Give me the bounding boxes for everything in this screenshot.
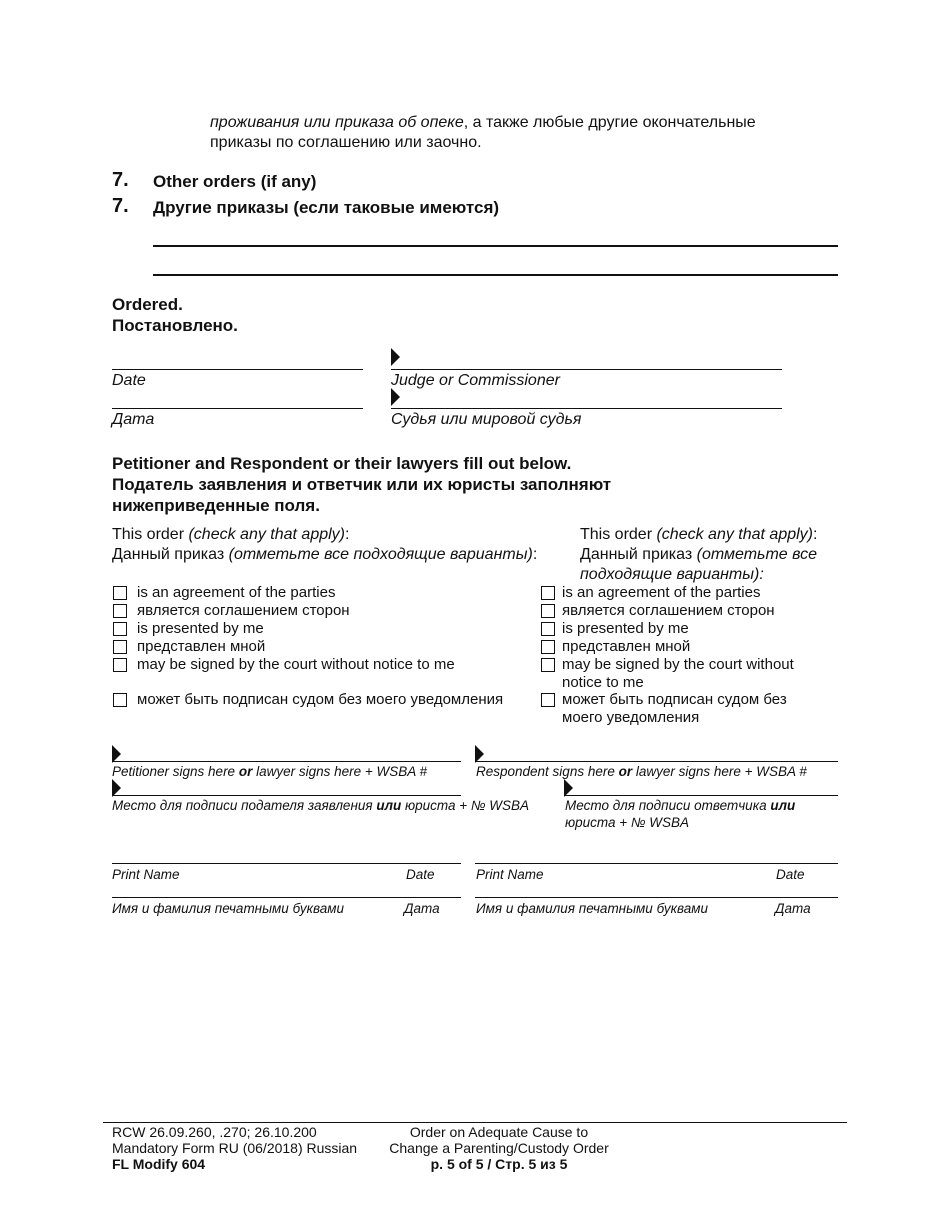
- petitioner-sign-label-ru: Место для подписи подателя заявления или юриста + № WSBA: [112, 798, 530, 813]
- respondent-date-label: Date: [776, 867, 805, 882]
- left-order-ru: Данный приказ (отметьте все подходящие варианты):: [112, 546, 538, 563]
- footer-form: Mandatory Form RU (06/2018) Russian: [112, 1140, 358, 1156]
- footer-page: p. 5 of 5 / Стр. 5 из 5: [430, 1156, 568, 1172]
- respondent-date-label-ru: Дата: [775, 901, 811, 916]
- left-agreement-ru-checkbox[interactable]: [113, 604, 127, 618]
- parties-heading-ru-1: Податель заявления и ответчик или их юристы заполняют: [112, 475, 612, 494]
- respondent-print-name-line-ru[interactable]: [475, 897, 838, 898]
- petitioner-date-label: Date: [406, 867, 435, 882]
- right-signed-ru-checkbox[interactable]: [541, 693, 555, 707]
- judge-label-ru: Судья или мировой судья: [391, 411, 582, 428]
- respondent-print-name-line[interactable]: [475, 863, 838, 864]
- right-presented-checkbox[interactable]: [541, 622, 555, 636]
- right-option-label: is an agreement of the parties: [562, 584, 761, 601]
- court-date-label-ru: Дата: [112, 411, 155, 428]
- section-number-ru: 7.: [112, 195, 129, 217]
- left-option-label: may be signed by the court without notice to me: [137, 656, 455, 673]
- left-order-en: This order (check any that apply):: [112, 526, 350, 543]
- footer-title-1: Order on Adequate Cause to: [409, 1124, 589, 1140]
- court-date-line[interactable]: [112, 369, 363, 370]
- right-order-en: This order (check any that apply):: [580, 526, 818, 543]
- petitioner-sign-label-en: Petitioner signs here or lawyer signs here + WSBA #: [112, 764, 428, 779]
- petitioner-print-name-line[interactable]: [112, 863, 461, 864]
- ordered-en: Ordered.: [112, 295, 183, 314]
- right-option-label-cont: notice to me: [562, 674, 644, 691]
- judge-label-en: Judge or Commissioner: [391, 372, 560, 389]
- court-date-label-en: Date: [112, 372, 146, 389]
- right-order-ru: Данный приказ (отметьте все: [580, 546, 818, 563]
- right-option-label: может быть подписан судом без: [562, 691, 787, 708]
- footer-rule: [103, 1122, 847, 1123]
- petitioner-print-name-label: Print Name: [112, 867, 180, 882]
- respondent-sign-label-en: Respondent signs here or lawyer signs here + WSBA #: [476, 764, 807, 779]
- section-title-ru: Другие приказы (если таковые имеются): [153, 198, 500, 217]
- petitioner-signature-line[interactable]: [112, 761, 461, 762]
- left-presented-checkbox[interactable]: [113, 622, 127, 636]
- petitioner-print-name-line-ru[interactable]: [112, 897, 461, 898]
- respondent-signature-line[interactable]: [475, 761, 838, 762]
- left-option-label: является соглашением сторон: [137, 602, 350, 619]
- judge-signature-line-ru[interactable]: [391, 408, 782, 409]
- petitioner-date-label-ru: Дата: [404, 901, 440, 916]
- right-agreement-checkbox[interactable]: [541, 586, 555, 600]
- petitioner-signature-line-ru[interactable]: [112, 795, 461, 796]
- judge-signature-line[interactable]: [391, 369, 782, 370]
- right-presented-ru-checkbox[interactable]: [541, 640, 555, 654]
- left-option-label: is presented by me: [137, 620, 264, 637]
- right-option-label-cont: моего уведомления: [562, 709, 700, 726]
- parties-heading-en: Petitioner and Respondent or their lawyers fill out below.: [112, 454, 572, 473]
- right-option-label: may be signed by the court without: [562, 656, 794, 673]
- respondent-sign-label-ru-2: юриста + № WSBA: [565, 815, 690, 830]
- section-title-en: Other orders (if any): [153, 172, 317, 191]
- left-option-label: представлен мной: [137, 638, 266, 655]
- other-orders-line-1[interactable]: [153, 245, 838, 247]
- section-number: 7.: [112, 169, 129, 191]
- respondent-print-name-label-ru: Имя и фамилия печатными буквами: [476, 901, 709, 916]
- right-agreement-ru-checkbox[interactable]: [541, 604, 555, 618]
- other-orders-line-2[interactable]: [153, 274, 838, 276]
- footer-title-2: Change a Parenting/Custody Order: [389, 1140, 609, 1156]
- right-option-label: представлен мной: [562, 638, 691, 655]
- right-signed-checkbox[interactable]: [541, 658, 555, 672]
- sign-arrow-icon: [391, 388, 400, 406]
- sign-arrow-icon: [391, 348, 400, 366]
- left-option-label: может быть подписан судом без моего уведомления: [137, 691, 504, 708]
- right-option-label: является соглашением сторон: [562, 602, 775, 619]
- left-signed-checkbox[interactable]: [113, 658, 127, 672]
- petitioner-print-name-label-ru: Имя и фамилия печатными буквами: [112, 901, 345, 916]
- respondent-print-name-label: Print Name: [476, 867, 544, 882]
- intro-line-1: проживания или приказа об опеке, а также любые другие окончательные: [210, 114, 756, 131]
- right-order-ru-2: подходящие варианты):: [580, 566, 764, 583]
- left-signed-ru-checkbox[interactable]: [113, 693, 127, 707]
- left-option-label: is an agreement of the parties: [137, 584, 336, 601]
- left-presented-ru-checkbox[interactable]: [113, 640, 127, 654]
- intro-line-2: приказы по соглашению или заочно.: [210, 134, 482, 151]
- court-date-line-ru[interactable]: [112, 408, 363, 409]
- footer-code: FL Modify 604: [112, 1156, 206, 1172]
- parties-heading-ru-2: нижеприведенные поля.: [112, 496, 320, 515]
- left-agreement-checkbox[interactable]: [113, 586, 127, 600]
- footer-rcw: RCW 26.09.260, .270; 26.10.200: [112, 1124, 317, 1140]
- right-option-label: is presented by me: [562, 620, 689, 637]
- respondent-sign-label-ru: Место для подписи ответчика или: [565, 798, 796, 813]
- respondent-signature-line-ru[interactable]: [564, 795, 838, 796]
- ordered-ru: Постановлено.: [112, 316, 238, 335]
